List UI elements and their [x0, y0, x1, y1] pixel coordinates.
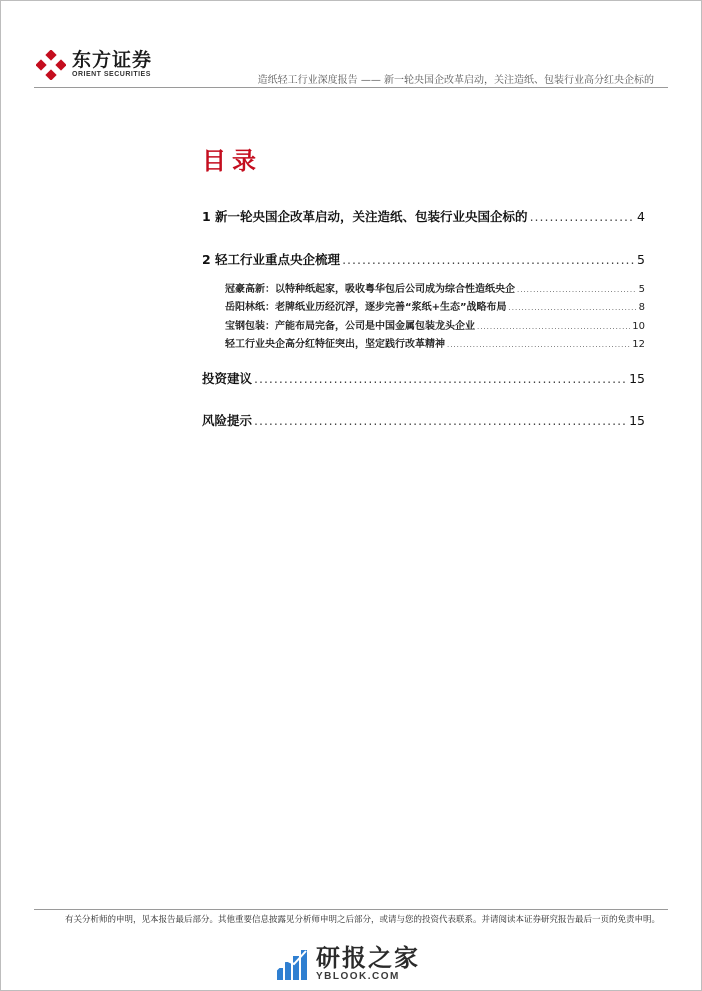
- bar-chart-icon: [274, 946, 310, 982]
- toc-leader-dots: [517, 286, 637, 294]
- toc-entry-label: 2 轻工行业重点央企梳理: [202, 252, 341, 267]
- footer-disclaimer: 有关分析师的申明，见本报告最后部分。其他重要信息披露见分析师申明之后部分，或请与您的投资代表联系。并请阅读本证券研究报告最后一页的免责申明。: [65, 915, 661, 925]
- toc-page-number: 5: [637, 252, 645, 267]
- watermark-url: YBLOOK.COM: [316, 971, 400, 982]
- toc-entry-2[interactable]: [202, 250, 645, 268]
- header-divider: [34, 87, 668, 88]
- toc-entry-investment[interactable]: [202, 369, 645, 387]
- toc-page-number: 5: [638, 284, 645, 295]
- toc-entry-risk[interactable]: [202, 411, 645, 429]
- toc-page-number: 15: [629, 413, 645, 428]
- toc-leader-dots: [342, 252, 635, 267]
- toc-entry-label: 宝钢包装：产能布局完备，公司是中国金属包装龙头企业: [225, 321, 475, 332]
- toc-leader-dots: [477, 323, 630, 331]
- toc-entry-label: 风险提示: [202, 413, 253, 428]
- watermark-name: 研报之家: [316, 944, 420, 972]
- toc-entry-1[interactable]: [202, 207, 645, 225]
- toc-entry-label: 1 新一轮央国企改革启动，关注造纸、包装行业央国企标的: [202, 209, 528, 224]
- toc-page-number: 15: [629, 371, 645, 386]
- watermark: [274, 945, 420, 983]
- toc-subentry-baogang[interactable]: [225, 317, 645, 332]
- toc-entry-label: 轻工行业央企高分红特征突出，坚定践行改革精神: [225, 339, 445, 350]
- toc-leader-dots: [509, 304, 637, 312]
- toc-subentry-guanhao[interactable]: [225, 280, 645, 295]
- toc-page-number: 8: [638, 302, 645, 313]
- report-header-title: 造纸轻工行业深度报告 —— 新一轮央国企改革启动，关注造纸、包装行业高分红央企标的: [257, 75, 654, 86]
- toc-leader-dots: [254, 371, 627, 386]
- toc-page-number: 10: [632, 321, 645, 332]
- toc-entry-label: 岳阳林纸：老牌纸业历经沉浮，逐步完善“浆纸+生态”战略布局: [225, 302, 507, 313]
- toc-subentry-yueyang[interactable]: [225, 298, 645, 313]
- brand-name-cn: 东方证券: [72, 49, 153, 71]
- brand-name-en: ORIENT SECURITIES: [72, 71, 151, 78]
- orient-logo-icon: [36, 50, 66, 80]
- toc-leader-dots: [530, 209, 635, 224]
- brand-logo: [36, 50, 152, 80]
- toc-leader-dots: [447, 341, 630, 349]
- toc-entry-label: 冠豪高新：以特种纸起家，吸收粤华包后公司成为综合性造纸央企: [225, 284, 515, 295]
- toc-title: 目录: [202, 147, 262, 175]
- toc-page-number: 4: [637, 209, 645, 224]
- toc-entry-label: 投资建议: [202, 371, 253, 386]
- toc-leader-dots: [254, 413, 627, 428]
- toc-page-number: 12: [632, 339, 645, 350]
- footer-divider: [34, 909, 668, 910]
- toc-subentry-dividend[interactable]: [225, 335, 645, 350]
